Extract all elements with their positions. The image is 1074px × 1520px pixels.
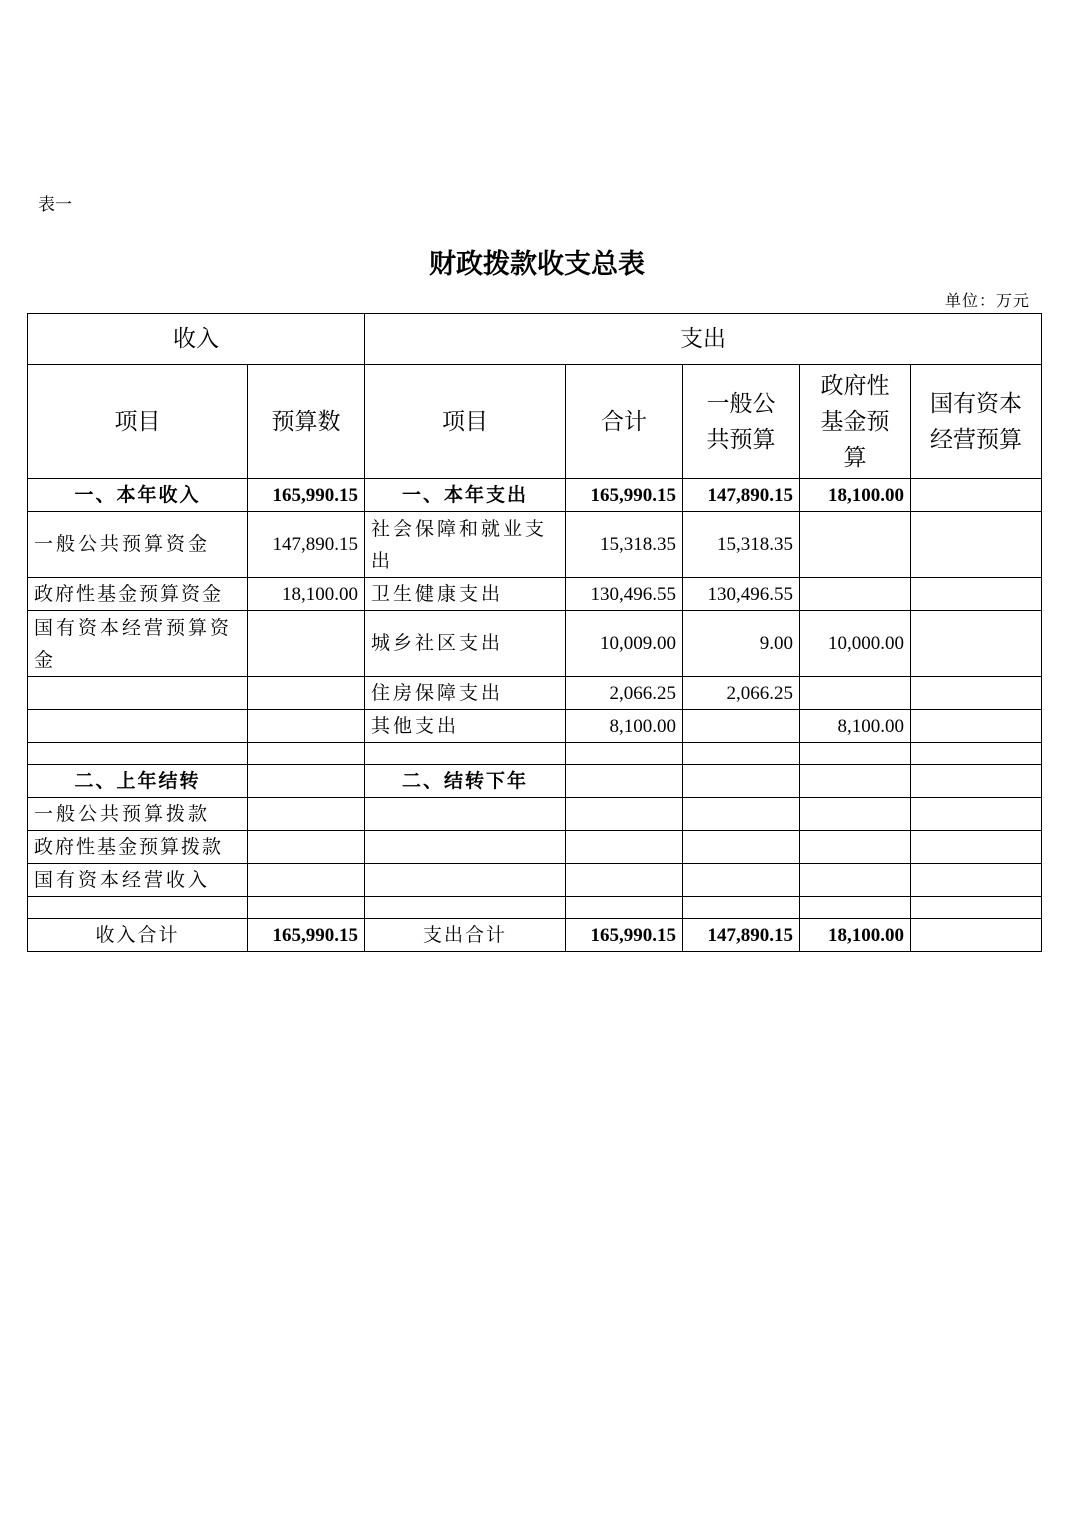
table-row <box>28 864 1042 897</box>
header-general-budget: 一般公共预算 <box>683 365 800 479</box>
income-amount-cell <box>248 743 365 765</box>
state-capital-cell <box>911 710 1042 743</box>
table-row <box>28 897 1042 919</box>
header-expense: 支出 <box>365 314 1042 365</box>
state-capital-cell <box>911 765 1042 798</box>
header-income: 收入 <box>28 314 365 365</box>
gov-fund-cell: 8,100.00 <box>800 710 911 743</box>
table-row <box>28 479 1042 512</box>
total-cell: 8,100.00 <box>566 710 683 743</box>
state-capital-cell <box>911 831 1042 864</box>
income-item-cell: 国有资本经营预算资金 <box>28 611 248 677</box>
general-budget-cell: 2,066.25 <box>683 677 800 710</box>
state-capital-total-cell <box>911 919 1042 952</box>
gov-fund-cell <box>800 765 911 798</box>
state-capital-cell <box>911 743 1042 765</box>
total-cell: 2,066.25 <box>566 677 683 710</box>
header-budget-amount: 预算数 <box>248 365 365 479</box>
state-capital-cell <box>911 677 1042 710</box>
total-cell <box>566 743 683 765</box>
header-gov-fund-budget: 政府性基金预算 <box>800 365 911 479</box>
income-amount-cell <box>248 611 365 677</box>
income-item-cell: 政府性基金预算资金 <box>28 578 248 611</box>
gov-fund-cell <box>800 798 911 831</box>
general-budget-cell: 147,890.15 <box>683 479 800 512</box>
gov-fund-cell <box>800 512 911 578</box>
table-label: 表一 <box>38 195 72 215</box>
fiscal-budget-table <box>27 313 1042 952</box>
income-total-label: 收入合计 <box>28 919 248 952</box>
income-item-cell: 国有资本经营收入 <box>28 864 248 897</box>
total-cell <box>566 864 683 897</box>
state-capital-cell <box>911 479 1042 512</box>
total-cell <box>566 831 683 864</box>
general-budget-cell <box>683 897 800 919</box>
general-budget-cell: 130,496.55 <box>683 578 800 611</box>
expense-item-cell: 其他支出 <box>365 710 566 743</box>
expense-item-cell: 卫生健康支出 <box>365 578 566 611</box>
state-capital-cell <box>911 611 1042 677</box>
expense-item-cell: 城乡社区支出 <box>365 611 566 677</box>
income-item-cell <box>28 897 248 919</box>
total-cell: 130,496.55 <box>566 578 683 611</box>
table-row <box>28 710 1042 743</box>
table-row <box>28 677 1042 710</box>
gov-fund-cell: 10,000.00 <box>800 611 911 677</box>
table-row <box>28 743 1042 765</box>
general-budget-cell <box>683 710 800 743</box>
state-capital-cell <box>911 897 1042 919</box>
header-expense-item: 项目 <box>365 365 566 479</box>
total-cell <box>566 897 683 919</box>
income-item-cell: 二、上年结转 <box>28 765 248 798</box>
table-row <box>28 611 1042 677</box>
income-amount-cell <box>248 831 365 864</box>
general-budget-cell <box>683 798 800 831</box>
expense-item-cell: 社会保障和就业支出 <box>365 512 566 578</box>
income-item-cell: 一般公共预算资金 <box>28 512 248 578</box>
income-amount-cell: 165,990.15 <box>248 479 365 512</box>
income-item-cell <box>28 677 248 710</box>
table-row <box>28 512 1042 578</box>
state-capital-cell <box>911 798 1042 831</box>
header-state-capital-budget: 国有资本经营预算 <box>911 365 1042 479</box>
table-row <box>28 765 1042 798</box>
gov-fund-cell <box>800 864 911 897</box>
header-row-groups <box>28 314 1042 365</box>
gov-fund-cell: 18,100.00 <box>800 479 911 512</box>
totals-row <box>28 919 1042 952</box>
total-cell <box>566 765 683 798</box>
general-budget-cell <box>683 831 800 864</box>
unit-label: 单位：万元 <box>944 291 1030 310</box>
income-item-cell: 一、本年收入 <box>28 479 248 512</box>
income-item-cell: 一般公共预算拨款 <box>28 798 248 831</box>
income-total-amount: 165,990.15 <box>248 919 365 952</box>
gov-fund-cell <box>800 578 911 611</box>
gov-fund-cell <box>800 743 911 765</box>
income-amount-cell <box>248 897 365 919</box>
total-cell: 10,009.00 <box>566 611 683 677</box>
table-row <box>28 798 1042 831</box>
total-cell: 15,318.35 <box>566 512 683 578</box>
expense-item-cell: 住房保障支出 <box>365 677 566 710</box>
general-budget-cell: 15,318.35 <box>683 512 800 578</box>
general-budget-cell <box>683 864 800 897</box>
expense-item-cell <box>365 864 566 897</box>
expense-total-label: 支出合计 <box>365 919 566 952</box>
total-cell: 165,990.15 <box>566 479 683 512</box>
general-budget-total-cell: 147,890.15 <box>683 919 800 952</box>
income-amount-cell <box>248 798 365 831</box>
expense-item-cell: 一、本年支出 <box>365 479 566 512</box>
income-amount-cell <box>248 765 365 798</box>
expense-item-cell <box>365 743 566 765</box>
general-budget-cell <box>683 743 800 765</box>
header-income-item: 项目 <box>28 365 248 479</box>
gov-fund-cell <box>800 831 911 864</box>
header-total: 合计 <box>566 365 683 479</box>
income-amount-cell <box>248 677 365 710</box>
gov-fund-cell <box>800 677 911 710</box>
state-capital-cell <box>911 512 1042 578</box>
income-amount-cell: 147,890.15 <box>248 512 365 578</box>
total-cell <box>566 798 683 831</box>
income-amount-cell <box>248 710 365 743</box>
gov-fund-total-cell: 18,100.00 <box>800 919 911 952</box>
expense-item-cell <box>365 831 566 864</box>
income-amount-cell <box>248 864 365 897</box>
table-row <box>28 578 1042 611</box>
state-capital-cell <box>911 864 1042 897</box>
income-amount-cell: 18,100.00 <box>248 578 365 611</box>
header-row-columns <box>28 365 1042 479</box>
page-title: 财政拨款收支总表 <box>429 249 645 280</box>
state-capital-cell <box>911 578 1042 611</box>
expense-item-cell <box>365 798 566 831</box>
income-item-cell <box>28 710 248 743</box>
expense-item-cell: 二、结转下年 <box>365 765 566 798</box>
gov-fund-cell <box>800 897 911 919</box>
table-row <box>28 831 1042 864</box>
general-budget-cell: 9.00 <box>683 611 800 677</box>
general-budget-cell <box>683 765 800 798</box>
expense-total-cell: 165,990.15 <box>566 919 683 952</box>
income-item-cell <box>28 743 248 765</box>
income-item-cell: 政府性基金预算拨款 <box>28 831 248 864</box>
expense-item-cell <box>365 897 566 919</box>
